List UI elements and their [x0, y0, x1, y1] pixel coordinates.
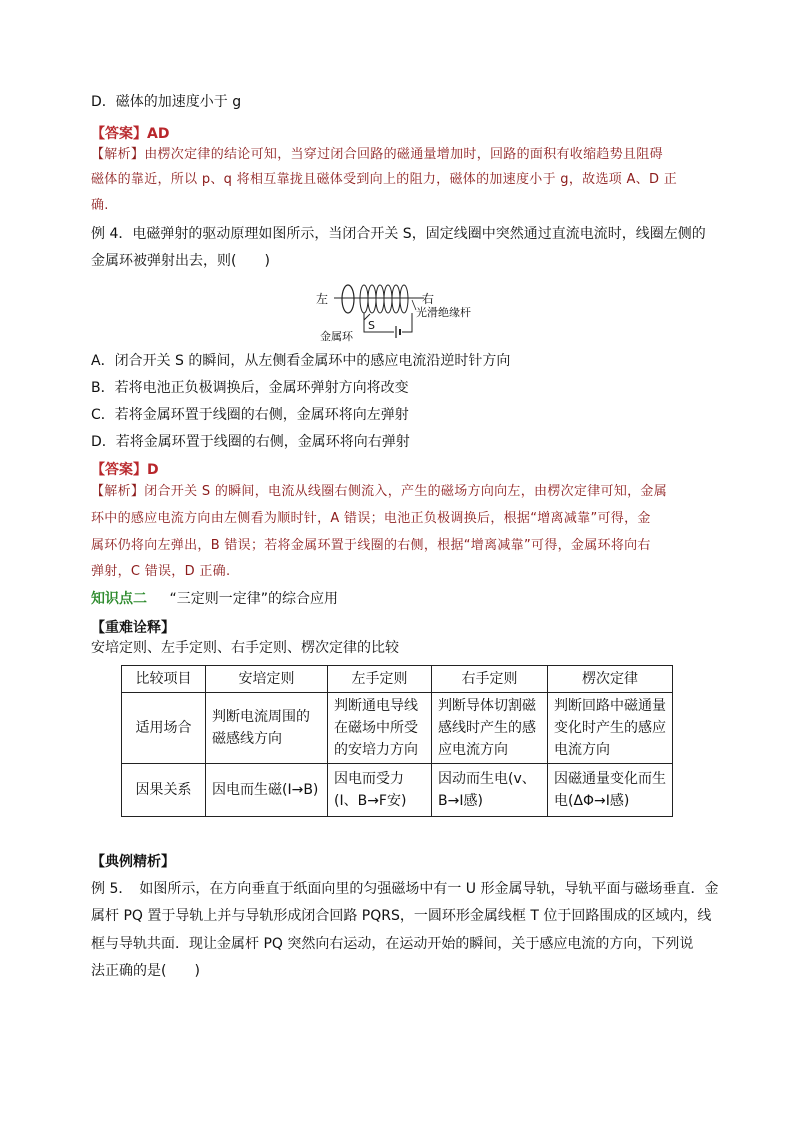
explanation-line: 弹射，C 错误，D 正确.: [91, 564, 231, 579]
table-cell: 因动而生电(v、B→I感): [432, 764, 548, 817]
table-cell: 判断电流周围的磁感线方向: [206, 693, 328, 764]
option-a: A．闭合开关 S 的瞬间，从左侧看金属环中的感应电流沿逆时针方向: [91, 353, 511, 369]
table-header-cell: 右手定则: [432, 666, 548, 693]
table-cell: 因电而生磁(I→B): [206, 764, 328, 817]
answer-label: 【答案】AD: [91, 126, 170, 142]
label-left: 左: [316, 292, 329, 306]
table-cell: 判断导体切割磁感线时产生的感应电流方向: [432, 693, 548, 764]
label-switch: S: [368, 319, 375, 332]
option-d: D．若将金属环置于线圈的右侧，金属环将向右弹射: [91, 434, 410, 450]
comparison-table: [121, 665, 673, 817]
table-row: [122, 693, 673, 764]
explanation-line: 【解析】闭合开关 S 的瞬间，电流从线圈右侧流入，产生的磁场方向向左，由楞次定律可知，金属: [91, 484, 668, 499]
comparison-intro: 安培定则、左手定则、右手定则、楞次定律的比较: [91, 640, 399, 656]
table-header-cell: 左手定则: [328, 666, 432, 693]
example-5-line: 属杆 PQ 置于导轨上并与导轨形成闭合回路 PQRS，一圆环形金属线框 T 位于回路围成的区域内，线: [91, 908, 712, 924]
label-rod: 光滑绝缘杆: [416, 306, 471, 319]
table-cell: 判断回路中磁通量变化时产生的感应电流方向: [548, 693, 673, 764]
example-5-line: 框与导轨共面．现让金属杆 PQ 突然向右运动，在运动开始的瞬间，关于感应电流的方向，下列说: [91, 936, 694, 952]
option-b: B．若将电池正负极调换后，金属环弹射方向将改变: [91, 380, 409, 396]
table-cell: 适用场合: [122, 693, 206, 764]
table-cell: 因果关系: [122, 764, 206, 817]
key-difficulty-heading: 【重难诠释】: [91, 620, 175, 636]
explanation-line: 磁体的靠近，所以 p、q 将相互靠拢且磁体受到向上的阻力，磁体的加速度小于 g，故选项 A、D 正: [91, 172, 678, 187]
example-5-line: 法正确的是( ): [91, 963, 200, 979]
option-d-previous: D．磁体的加速度小于 g: [91, 94, 242, 110]
coil-shape: [360, 285, 408, 313]
wire-right: [402, 313, 412, 332]
example-4-line: 例 4．电磁弹射的驱动原理如图所示，当闭合开关 S，固定线圈中突然通过直流电流时，线圈左侧的: [91, 226, 706, 242]
explanation-line: 【解析】由楞次定律的结论可知，当穿过闭合回路的磁通量增加时，回路的面积有收缩趋势且阻碍: [91, 147, 663, 162]
table-cell: 判断通电导线在磁场中所受的安培力方向: [328, 693, 432, 764]
answer-label: 【答案】D: [91, 462, 159, 478]
table-header-row: [122, 666, 673, 693]
metal-ring-shape: [342, 285, 354, 313]
knowledge-point-label: 知识点二: [91, 591, 147, 607]
explanation-line: 环中的感应电流方向由左侧看为顺时针，A 错误；电池正负极调换后，根据“增离减靠”可得，金: [91, 511, 651, 526]
label-ring: 金属环: [320, 330, 353, 343]
label-right: 右: [422, 292, 435, 306]
table-header-cell: 比较项目: [122, 666, 206, 693]
table-header-cell: 楞次定律: [548, 666, 673, 693]
table-cell: 因磁通量变化而生电(ΔΦ→I感): [548, 764, 673, 817]
table-row: [122, 764, 673, 817]
example-4-line: 金属环被弹射出去，则( ): [91, 253, 270, 269]
knowledge-point-title: “三定则一定律”的综合应用: [169, 591, 338, 607]
knowledge-point-heading: [91, 589, 338, 609]
example-5-line: 例 5． 如图所示，在方向垂直于纸面向里的匀强磁场中有一 U 形金属导轨，导轨平面与磁场垂直．金: [91, 881, 719, 897]
table-header-cell: 安培定则: [206, 666, 328, 693]
explanation-line: 确.: [91, 198, 109, 213]
explanation-line: 属环仍将向左弹出，B 错误；若将金属环置于线圈的右侧，根据“增离减靠”可得，金属环将向右: [91, 538, 651, 553]
table-cell: 因电而受力(I、B→F安): [328, 764, 432, 817]
option-c: C．若将金属环置于线圈的右侧，金属环将向左弹射: [91, 407, 409, 423]
typical-example-heading: 【典例精析】: [91, 854, 175, 870]
coil-ring-figure: [316, 280, 486, 344]
